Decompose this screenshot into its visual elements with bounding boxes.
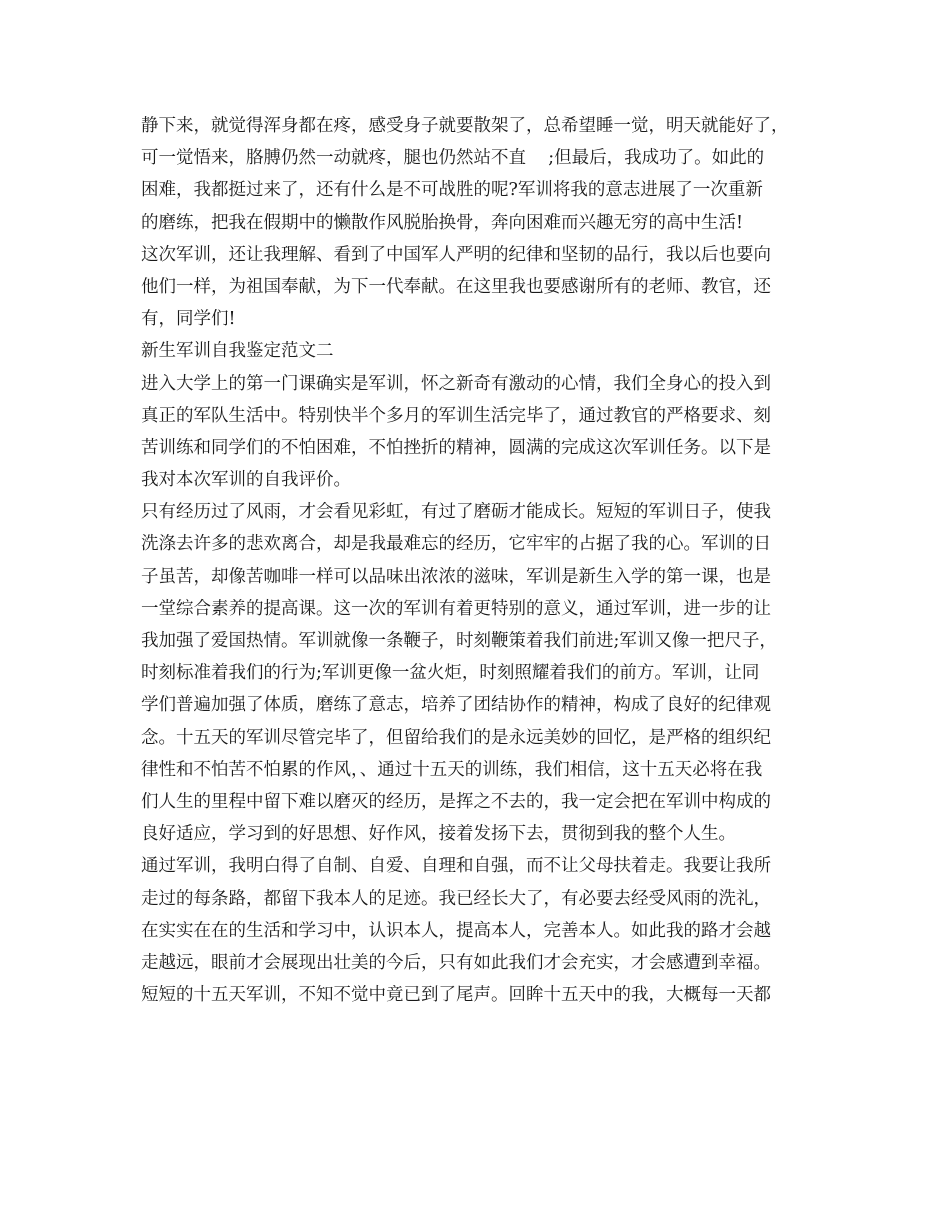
text-line: 子虽苦，却像苦咖啡一样可以品味出浓浓的滋味，军训是新生入学的第一课，也是 — [141, 566, 771, 587]
text-line: 静下来，就觉得浑身都在疼，感受身子就要散架了，总希望睡一觉，明天就能好了， — [141, 116, 789, 136]
section-heading: 新生军训自我鉴定范文二 — [141, 341, 334, 362]
text-line: 苦训练和同学们的不怕困难，不怕挫折的精神，圆满的完成这次军训任务。以下是 — [141, 437, 771, 458]
text-line: 时刻标准着我们的行为;军训更像一盆火炬，时刻照耀着我们的前方。军训，让同 — [141, 663, 760, 684]
text-line: 他们一样，为祖国奉献，为下一代奉献。在这里我也要感谢所有的老师、教官，还 — [141, 276, 771, 297]
text-line: 我加强了爱国热情。军训就像一条鞭子，时刻鞭策着我们前进;军训又像一把尺子， — [141, 631, 777, 651]
text-line: 我对本次军训的自我评价。 — [141, 470, 351, 491]
text-line: 一堂综合素养的提高课。这一次的军训有着更特别的意义，通过军训，进一步的让 — [141, 598, 771, 619]
text-line: 律性和不怕苦不怕累的作风，、通过十五天的训练，我们相信，这十五天必将在我 — [141, 759, 763, 780]
text-line: 可一觉悟来，胳膊仍然一动就疼，腿也仍然站不直 ;但最后，我成功了。如此的 — [141, 148, 765, 169]
text-line: 走过的每条路，都留下我本人的足迹。我已经长大了，有必要去经受风雨的洗礼， — [141, 888, 771, 909]
text-line: 短短的十五天军训，不知不觉中竟已到了尾声。回眸十五天中的我，大概每一天都 — [141, 985, 771, 1006]
text-line: 良好适应，学习到的好思想、好作风，接着发扬下去，贯彻到我的整个人生。 — [141, 824, 736, 845]
document-body — [141, 110, 811, 1011]
text-line: 学们普遍加强了体质，磨练了意志，培养了团结协作的精神，构成了良好的纪律观 — [141, 695, 771, 716]
text-line: 们人生的里程中留下难以磨灭的经历，是挥之不去的，我一定会把在军训中构成的 — [141, 791, 771, 812]
text-line: 困难，我都挺过来了，还有什么是不可战胜的呢?军训将我的意志进展了一次重新 — [141, 180, 763, 201]
text-line: 有，同学们! — [141, 309, 236, 330]
text-line: 只有经历过了风雨，才会看见彩虹，有过了磨砺才能成长。短短的军训日子，使我 — [141, 502, 771, 523]
text-line: 在实实在在的生活和学习中，认识本人，提高本人，完善本人。如此我的路才会越 — [141, 920, 771, 941]
text-line: 洗涤去许多的悲欢离合，却是我最难忘的经历，它牢牢的占据了我的心。军训的日 — [141, 534, 771, 555]
text-line: 的磨练，把我在假期中的懒散作风脱胎换骨，奔向困难而兴趣无穷的高中生活! — [141, 212, 744, 233]
text-line: 真正的军队生活中。特别快半个多月的军训生活完毕了，通过教官的严格要求、刻 — [141, 405, 771, 426]
text-line: 走越远，眼前才会展现出壮美的今后，只有如此我们才会充实，才会感遭到幸福。 — [141, 952, 771, 973]
text-line: 进入大学上的第一门课确实是军训，怀之新奇有激动的心情，我们全身心的投入到 — [141, 373, 771, 394]
text-line: 这次军训，还让我理解、看到了中国军人严明的纪律和坚韧的品行，我以后也要向 — [141, 244, 771, 265]
text-line: 通过军训，我明白得了自制、自爱、自理和自强，而不让父母扶着走。我要让我所 — [141, 856, 771, 877]
text-line: 念。十五天的军训尽管完毕了，但留给我们的是永远美妙的回忆，是严格的组织纪 — [141, 727, 771, 748]
